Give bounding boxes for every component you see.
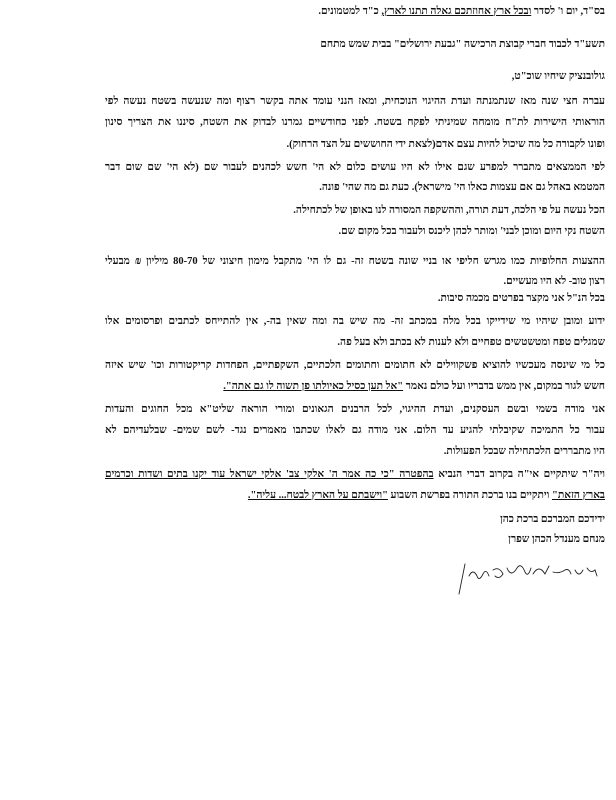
letter-line [105,161,605,175]
text-segment: אני מודה בשמי ובשם העסקנים, ועדת ההיגוי, לכל הרבנים הגאונים ומורי הוראה שליט"א מכל החוגים והעדות [105,404,605,415]
text-segment: הוראותי הישירות לת"ח מומחה שמיניתי לפקח בשטח. לפני כחודשיים גמרנו לבדוק את השטח, סיננו את הצריך סינון [105,117,605,128]
letter-line [105,533,605,547]
underlined-text: בהפטרה "כי כה אמר ה' אלקי צב' אלקי ישראל עוד יקנו בתים ושדות וכרמים [105,469,434,480]
underlined-text: "אל תען כסיל כאיולתו פן תשוה לו גם אתה". [223,381,404,392]
text-segment: ויתקיים בנו ברכת התורה בפרשת השבוע [387,490,552,501]
text-segment: היו מתבררים הלכתחילה שבכל הפעולות. [443,446,605,457]
letter-line [105,116,605,130]
text-segment: כל מי שינסה מעכשיו להוציא פשקווילים לא חתומים וחתומים הלכתיים, השקפתיים, הפחדות קריקטורות וכו' שיש איזה [105,360,605,371]
text-segment: מנחם מענדל הכהן שפרן [508,534,605,545]
text-segment: עברה חצי שנה מאז שנתמנתה ועדת ההיגוי הנוכחית, ומאז הנני עומד אתה בקשר רצוף ומה שנעשה בשטח נעשה לפי [105,96,605,107]
text-segment: תשע"ד לכבוד חברי קבוצת הרכישה "גבעת ירושלים" בבית שמש מתחם [320,39,605,50]
letter-line [105,359,605,373]
letter-line [105,275,605,289]
text-segment: המטמא באהל גם אם עצמות כאלו הי' מישראל). כעת גם מה שהי' פונה. [319,182,605,193]
letter-line [105,225,605,239]
handwritten-signature [455,556,605,596]
letter-line [105,38,605,52]
text-segment: רצון טוב- לא היו מעשיים. [503,276,605,287]
text-segment: חשש לגור במקום, אין ממש בדבריו ועל כולם נאמר [403,381,605,392]
text-segment: בכל הנ"ל אני מקצר בפרטים מכמה סיבות. [437,293,605,304]
text-segment: ההצעות החלופיות כמו מגרש חליפי או בניי שונה בשטח זה- גם לו הי' מתקבל מימון חיצוני של 80-70 מיליון ₪ מבעלי [105,256,605,267]
letter-line [105,489,605,503]
text-segment: ידוע ומובן שיהיו מי שידייקו בכל מלה במכתב זה- מה שיש בה ומה שאין בה-, אין להתייחס לכתבים ופרסומים אלו [105,316,605,327]
letter-line [105,292,605,306]
text-segment: שמגלים טפח ומטשטשים טפחיים ולא לענות לא בכתב ולא בעל פה. [337,337,605,348]
underlined-text: "וישבתם על הארץ לבטח... עליה". [247,490,388,501]
text-segment: לפי הממצאים מתברר למפרע שגם אילו לא היו עושים כלום לא הי' חשש לכהנים לעבור שם (לא הי' שם שום דבר [105,162,605,173]
letter-line [105,5,605,19]
letter-line [105,403,605,417]
letter-line [105,255,605,269]
text-segment: כ"ד למטמונים. [318,6,382,17]
letter-line [105,181,605,195]
text-segment: ויה"ר שיתקיים אי"ה בקרוב דברי הנביא [433,469,605,480]
letter-line [105,138,605,152]
text-segment: עבור כל התמיכה שקיבלתי להגיע עד הלום. אני מודה גם לאלו שכתבו מאמרים נגד- לשם שמים- שבלעדיהם לא [105,425,605,436]
letter-line [105,513,605,527]
text-segment: גולובנציק שיחיו שוכ"ט, [511,71,605,82]
text-segment: הכל נעשה על פי הלכה, דעת תורה, וההשקפה המסורה לנו באופן של לכתחילה. [293,205,605,216]
letter-line [105,445,605,459]
text-segment: בס"ד, יום ו' לסדר [531,6,605,17]
letter-line [105,315,605,329]
letter-line [105,70,605,84]
text-segment: ידידכם המברכם ברכת כהן [500,514,605,525]
text-segment: ופונו לקבורה כל מה שיכול להיות עצם אדם(לצאת ידי החוששים על הצד הרחוק). [286,139,605,150]
text-segment: השטח נקי היום ומוכן לבני' ומותר לכהן ליכנס ולעבור בכל מקום שם. [338,226,605,237]
letter-line [105,204,605,218]
underlined-text: בארץ הזאת" [552,490,605,501]
letter-line [105,424,605,438]
letter-line [105,468,605,482]
underlined-text: ובכל ארץ אחוזתכם גאלה תתנו לארץ, [381,6,532,17]
letter-line [105,95,605,109]
letter-line [105,380,605,394]
letter-line [105,336,605,350]
